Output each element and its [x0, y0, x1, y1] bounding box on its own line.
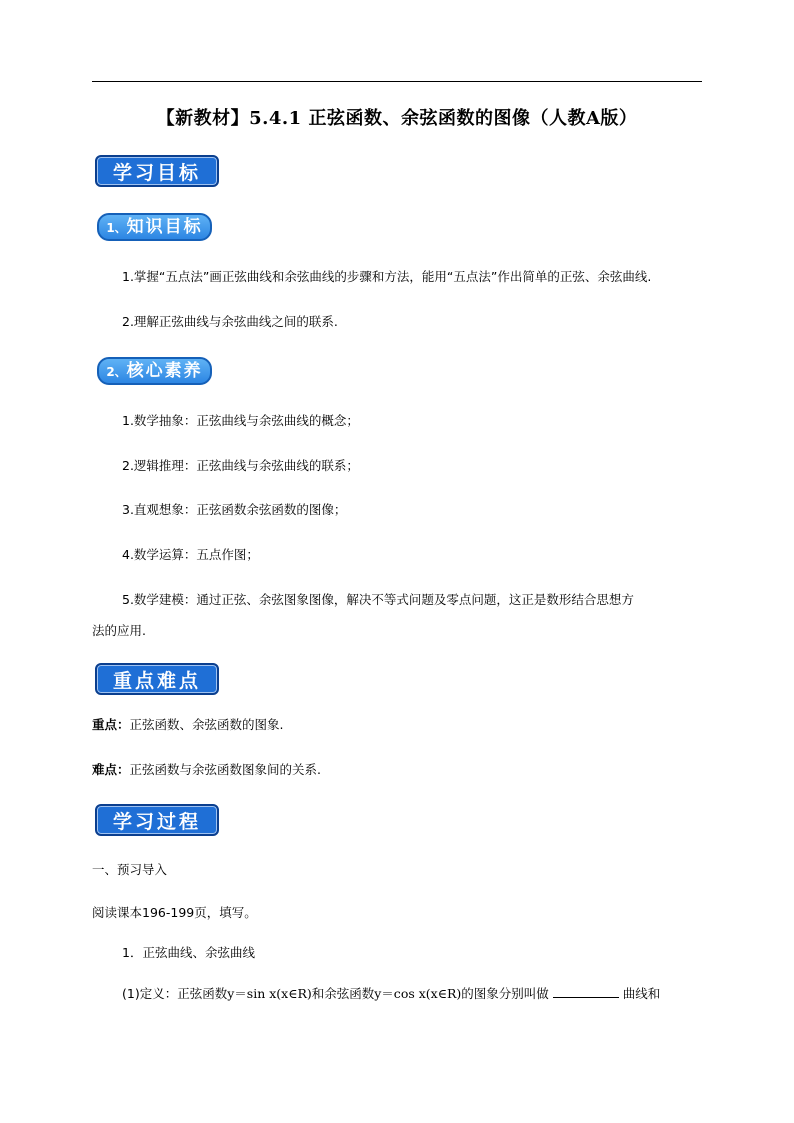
- difficulty-line: [92, 761, 321, 779]
- literacy-item-3: 3.直观想象：正弦函数余弦函数的图像；: [122, 502, 347, 517]
- knowledge-item-1: 1.掌握“五点法”画正弦曲线和余弦曲线的步骤和方法，能用“五点法”作出简单的正弦、余弦曲线.: [122, 269, 652, 284]
- difficulty-label: 难点：: [92, 762, 130, 777]
- def-after: 的图象分别叫做: [461, 986, 549, 1001]
- header-rule: [92, 81, 702, 82]
- literacy-item-4: 4.数学运算：五点作图；: [122, 547, 259, 562]
- section-badge-literacy: [97, 357, 212, 385]
- section-badge-knowledge: [97, 213, 212, 241]
- literacy-item-5: 5.数学建模：通过正弦、余弦图象图像，解决不等式问题及零点问题，这正是数形结合思想方: [122, 592, 634, 607]
- section-badge-process: 学习过程: [95, 804, 219, 836]
- badge-number: 2、: [106, 365, 127, 379]
- literacy-item-1: 1.数学抽象：正弦曲线与余弦曲线的概念；: [122, 413, 359, 428]
- preview-heading: 一、预习导入: [92, 862, 168, 877]
- badge-label: 核心素养: [126, 361, 203, 381]
- sin-expression: y＝sin x(x∈R): [227, 986, 312, 1001]
- difficulty-text: 正弦函数与余弦函数图象间的关系.: [129, 762, 321, 777]
- literacy-item-5-cont: 法的应用.: [92, 623, 146, 638]
- item-heading: 1．正弦曲线、余弦曲线: [122, 945, 255, 960]
- key-text: 正弦函数、余弦函数的图象.: [129, 717, 284, 732]
- section-badge-objectives: 学习目标: [95, 155, 219, 187]
- key-point-line: [92, 716, 284, 734]
- def-mid: 和余弦函数: [311, 986, 375, 1001]
- fill-blank[interactable]: [553, 985, 619, 998]
- badge-number: 1、: [106, 221, 127, 235]
- def-prefix: (1)定义：正弦函数: [122, 986, 228, 1001]
- key-label: 重点：: [92, 717, 130, 732]
- section-badge-key-points: 重点难点: [95, 663, 219, 695]
- definition-line: [122, 985, 660, 1003]
- literacy-item-2: 2.逻辑推理：正弦曲线与余弦曲线的联系；: [122, 458, 359, 473]
- knowledge-item-2: 2.理解正弦曲线与余弦曲线之间的联系.: [122, 314, 338, 329]
- badge-label: 知识目标: [126, 217, 203, 237]
- cos-expression: y＝cos x(x∈R): [374, 986, 462, 1001]
- reading-instruction: 阅读课本196-199页，填写。: [92, 905, 257, 920]
- document-title: 【新教材】5.4.1 正弦函数、余弦函数的图像（人教A版）: [156, 108, 638, 129]
- def-end: 曲线和: [622, 986, 661, 1001]
